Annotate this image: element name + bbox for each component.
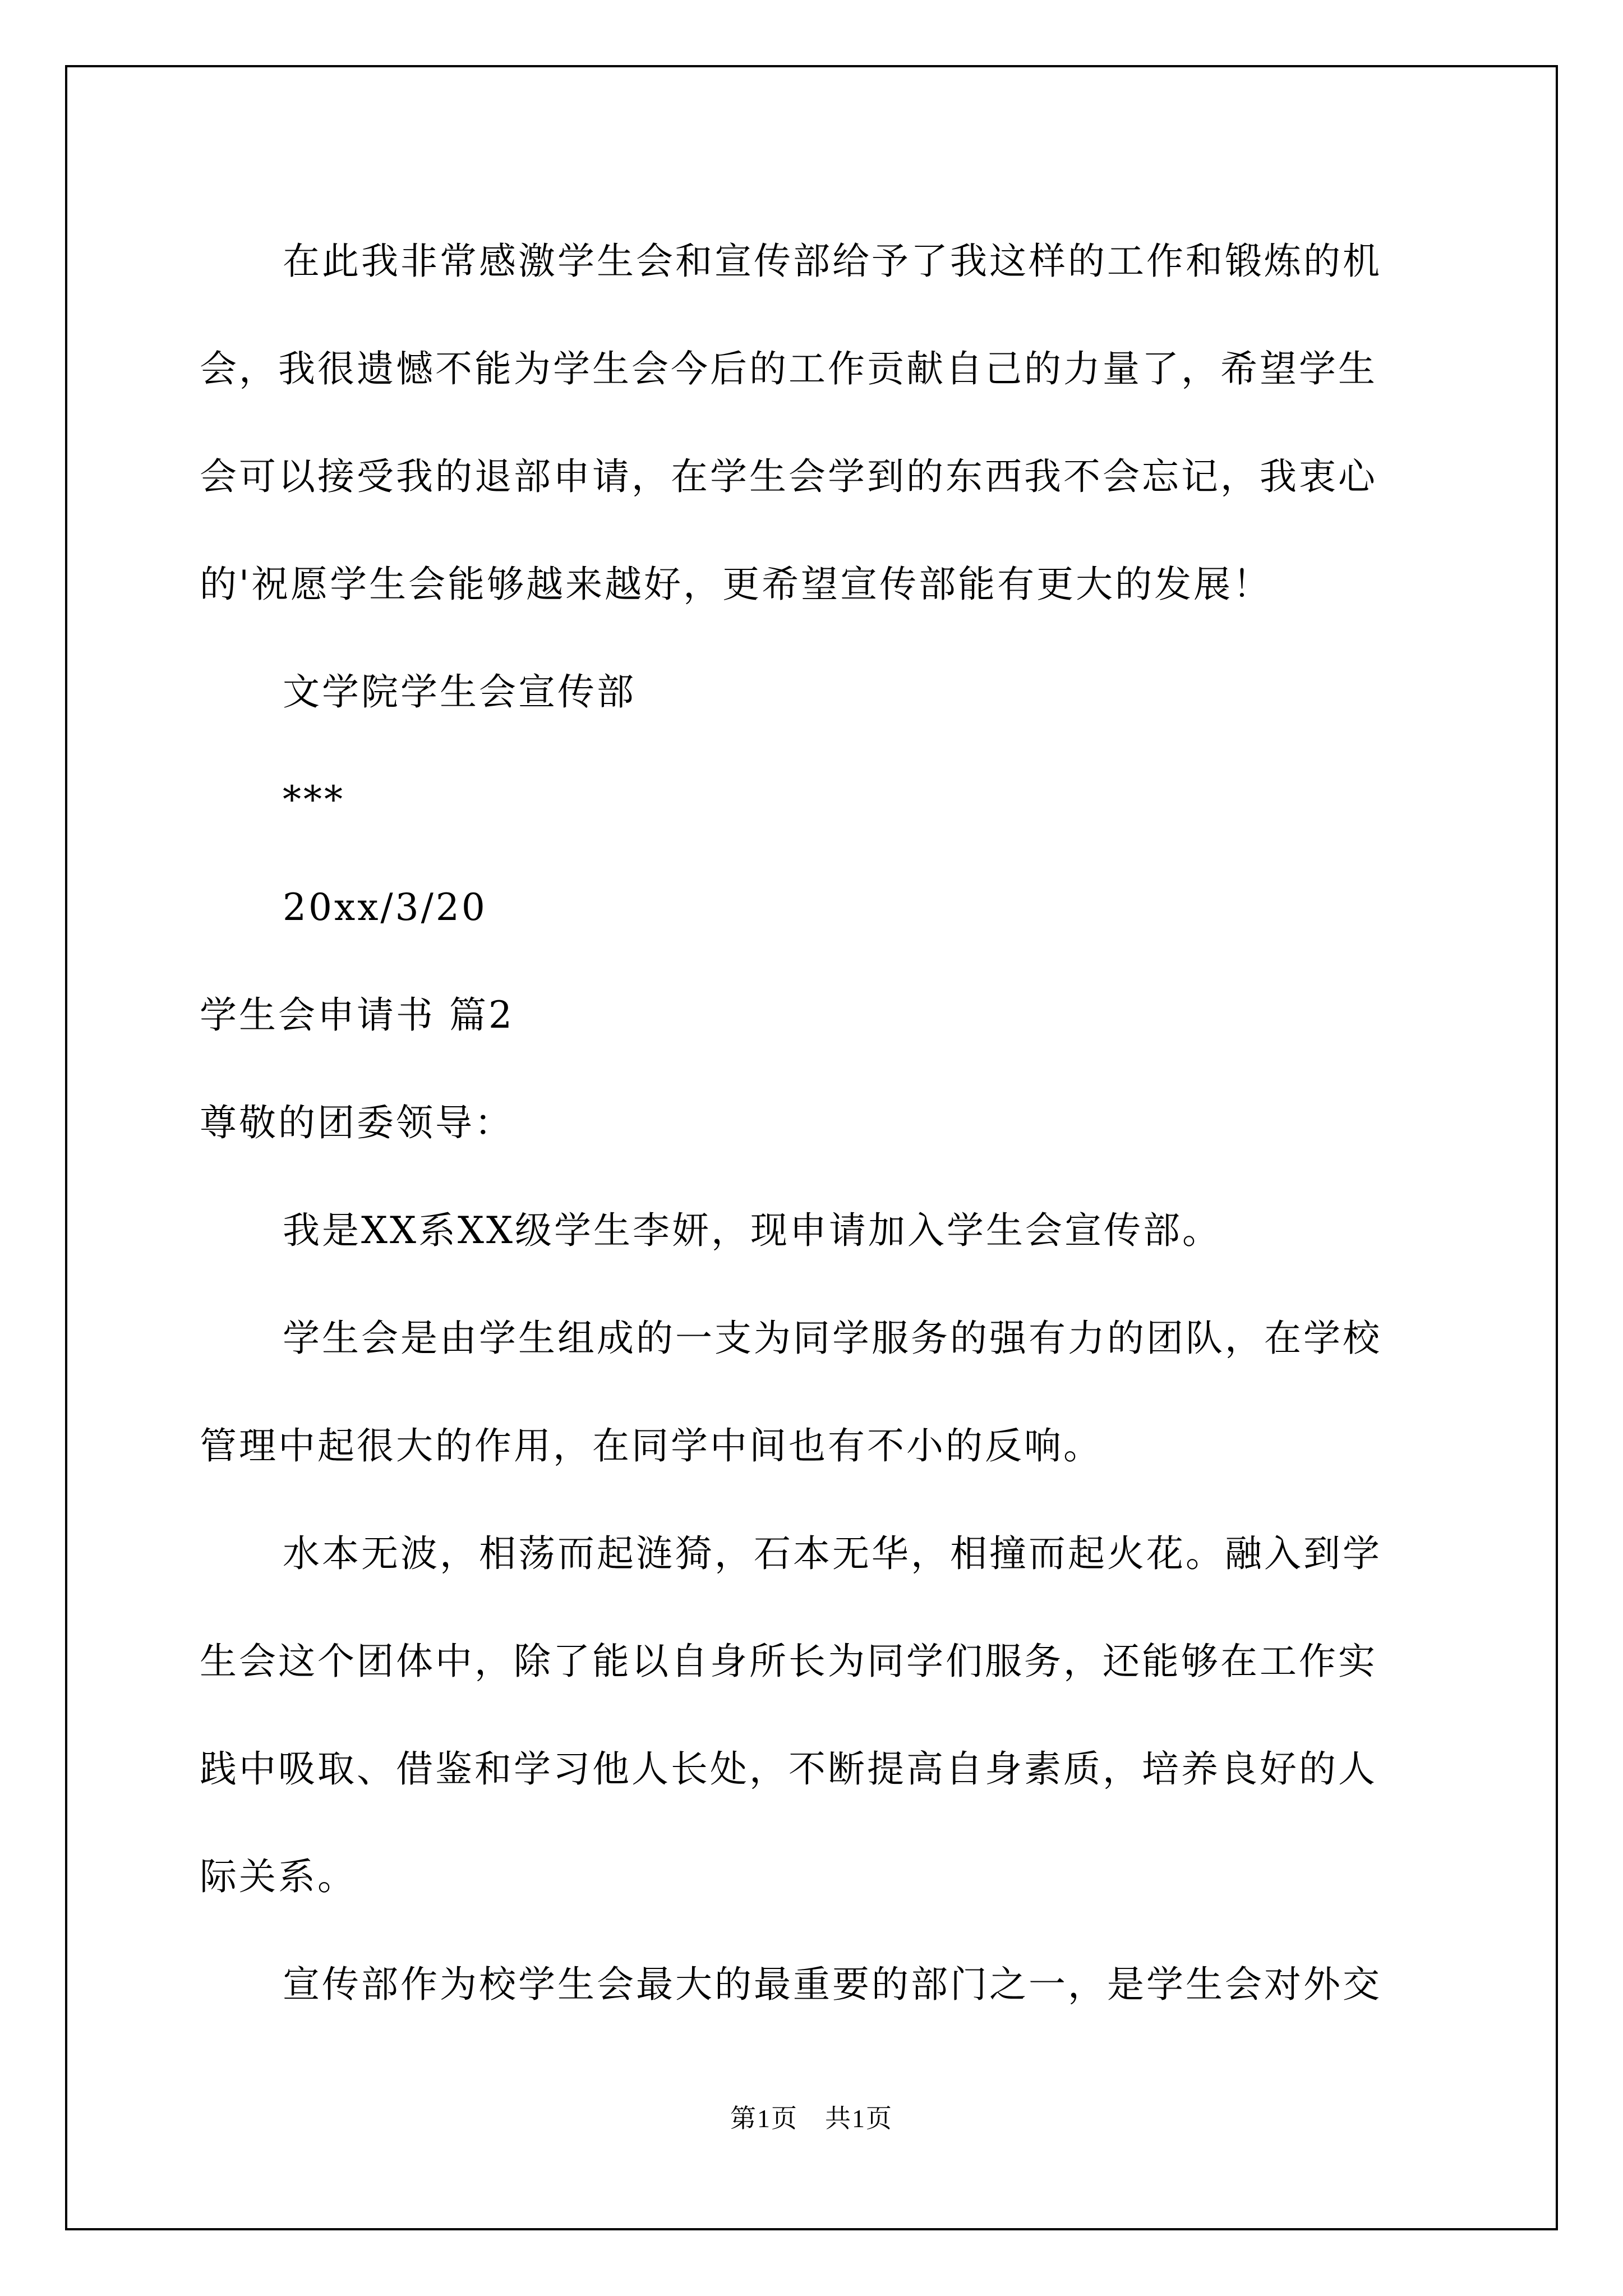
signature-department: 文学院学生会宣传部 — [283, 670, 636, 714]
signature-name: *** — [283, 778, 345, 821]
paragraph-line: 际关系。 — [200, 1855, 357, 1898]
paragraph-line: 我是XX系XX级学生李妍，现申请加入学生会宣传部。 — [283, 1209, 1221, 1252]
paragraph-line: 学生会是由学生组成的一支为同学服务的强有力的团队，在学校 — [283, 1317, 1382, 1360]
paragraph-line: 管理中起很大的作用，在同学中间也有不小的反响。 — [200, 1424, 1103, 1467]
page-footer: 第1页 共1页 — [730, 2104, 893, 2133]
paragraph-line: 宣传部作为校学生会最大的最重要的部门之一，是学生会对外交 — [283, 1963, 1382, 2006]
document-body — [200, 208, 1433, 2039]
paragraph-line: 会，我很遗憾不能为学生会今后的工作贡献自己的力量了，希望学生 — [200, 347, 1377, 390]
signature-date: 20xx/3/20 — [283, 886, 487, 929]
paragraph-line: 生会这个团体中，除了能以自身所长为同学们服务，还能够在工作实 — [200, 1640, 1377, 1683]
paragraph-line: 的'祝愿学生会能够越来越好，更希望宣传部能有更大的发展！ — [200, 563, 1272, 606]
paragraph-line: 践中吸取、借鉴和学习他人长处，不断提高自身素质，培养良好的人 — [200, 1747, 1377, 1791]
paragraph-line: 水本无波，相荡而起涟猗，石本无华，相撞而起火花。融入到学 — [283, 1532, 1382, 1575]
section-heading: 学生会申请书 篇2 — [200, 993, 514, 1037]
salutation: 尊敬的团委领导： — [200, 1101, 514, 1144]
paragraph-line: 在此我非常感激学生会和宣传部给予了我这样的工作和锻炼的机 — [283, 240, 1382, 283]
paragraph-line: 会可以接受我的退部申请，在学生会学到的东西我不会忘记，我衷心 — [200, 455, 1377, 498]
